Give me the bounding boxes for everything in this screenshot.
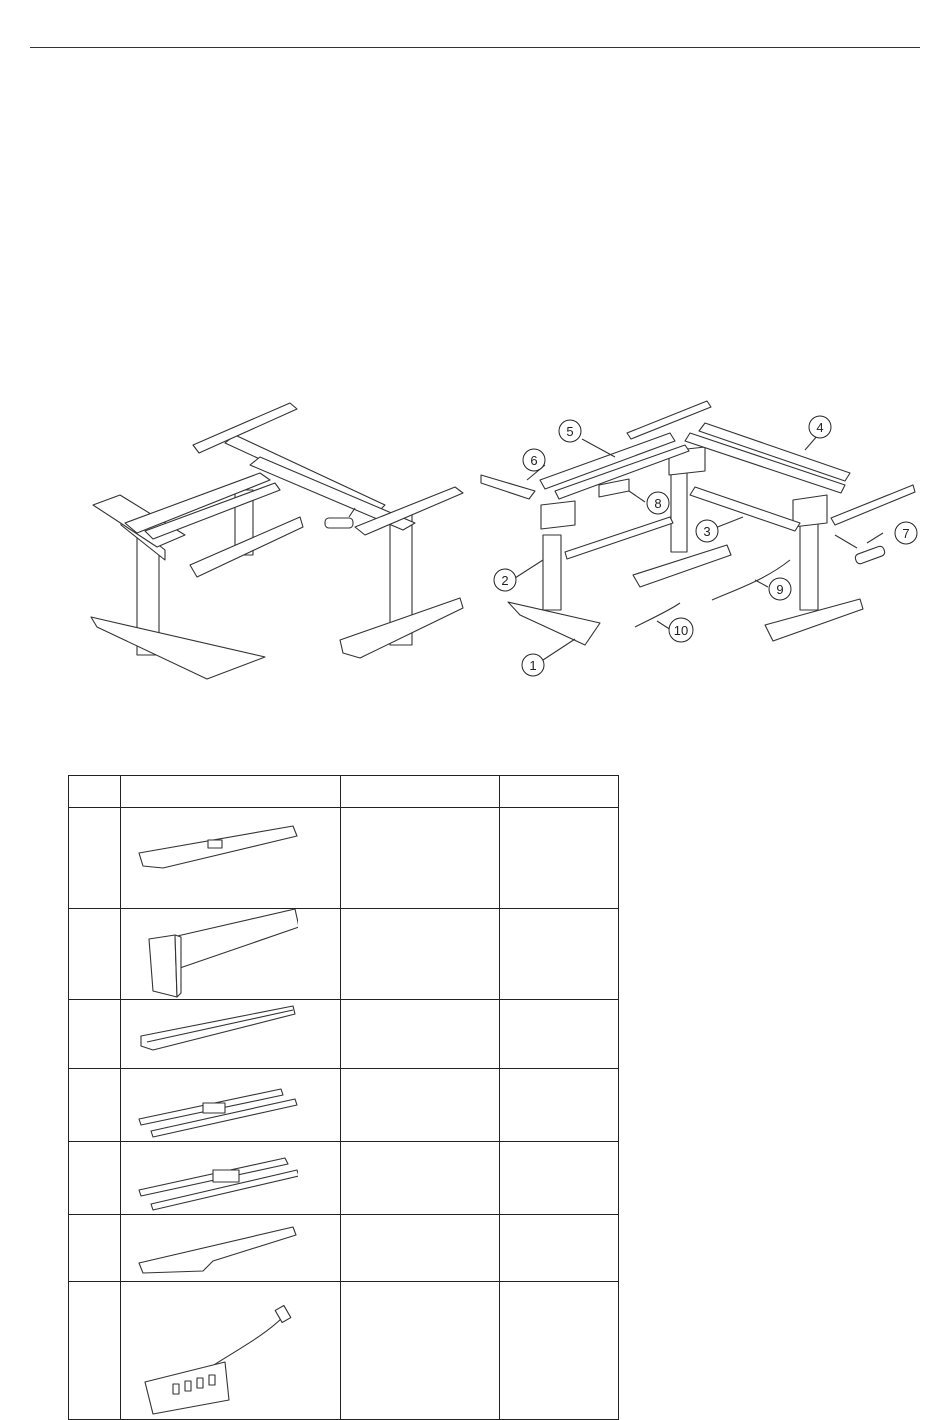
table-row — [69, 1215, 619, 1282]
svg-text:2: 2 — [501, 573, 509, 588]
callout-8 — [647, 492, 669, 514]
table-row — [69, 1000, 619, 1069]
svg-text:9: 9 — [776, 582, 784, 597]
callout-9 — [769, 578, 791, 600]
svg-text:6: 6 — [530, 453, 538, 468]
exploded-view-illustration — [475, 395, 935, 685]
svg-text:5: 5 — [566, 424, 574, 439]
lifting-column-icon — [133, 909, 298, 999]
callout-4 — [809, 416, 831, 438]
svg-text:1: 1 — [529, 658, 537, 673]
header-rule — [30, 47, 920, 48]
handset-icon — [133, 1282, 298, 1419]
table-row — [69, 808, 619, 909]
table-row — [69, 909, 619, 1000]
svg-text:7: 7 — [902, 526, 910, 541]
svg-text:10: 10 — [673, 623, 689, 638]
table-header-row — [69, 776, 619, 808]
callout-2 — [494, 569, 516, 591]
callout-3 — [696, 520, 718, 542]
callout-6 — [523, 449, 545, 471]
cross-bar-icon — [133, 1000, 298, 1068]
callout-5 — [559, 420, 581, 442]
svg-text:4: 4 — [816, 420, 824, 435]
table-row — [69, 1069, 619, 1142]
table-row — [69, 1142, 619, 1215]
header-cell-no — [69, 776, 121, 808]
svg-text:3: 3 — [703, 524, 711, 539]
parts-table — [68, 775, 619, 1420]
header-cell-image — [121, 776, 341, 808]
callout-7 — [895, 522, 917, 544]
bracket-icon — [133, 1215, 298, 1281]
callout-1 — [522, 654, 544, 676]
svg-text:8: 8 — [654, 496, 662, 511]
assembled-frame-illustration — [85, 395, 465, 685]
callout-10 — [669, 618, 693, 642]
extendable-beam-icon — [133, 1069, 298, 1141]
header-cell-qty — [500, 776, 619, 808]
beam-tray-icon — [133, 1142, 298, 1214]
foot-base-icon — [133, 808, 298, 908]
header-cell-name — [341, 776, 500, 808]
table-row — [69, 1282, 619, 1420]
